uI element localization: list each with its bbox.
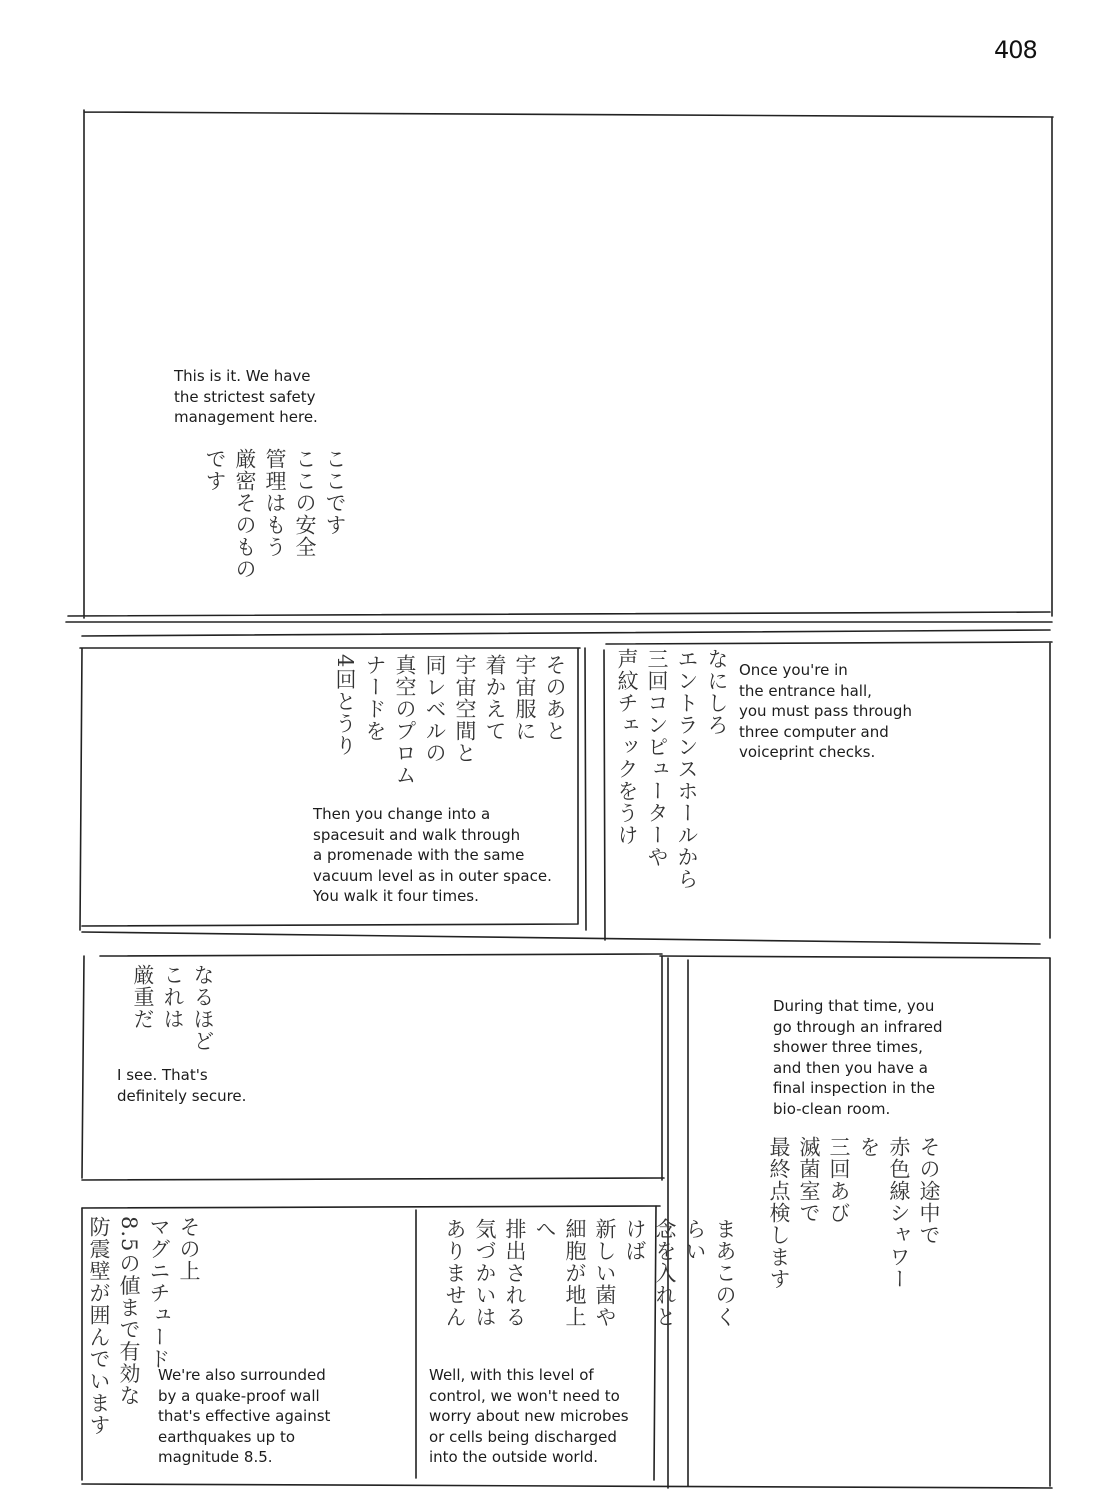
panel-6-caption: We're also surrounded by a quake-proof wall that's effective against earthquakes up to magnitude 8.5. — [158, 1366, 331, 1466]
tier-separator-1 — [66, 622, 1052, 636]
panel-1-caption: This is it. We have the strictest safety management here. — [174, 367, 318, 426]
panel-5-japanese-text: その途中で 赤色線シャワーを 三回あび 滅菌室で 最終点検します — [767, 1136, 941, 1290]
panel-1-japanese-text: ここです ここの安全 管理はもう 厳密そのもの です — [203, 448, 347, 580]
tier-separator-2 — [82, 932, 1050, 958]
page-number: 408 — [994, 36, 1037, 64]
panel-3-caption: Then you change into a spacesuit and walk through a promenade with the same vacuum level as in outer space. You walk it four times. — [313, 805, 552, 905]
panel-3-japanese-text: そのあと 宇宙服に 着かえて 宇宙空間と 同レベルの 真空のプロム ナードを 4回とうり — [333, 654, 567, 786]
panel-4-caption: I see. That's definitely secure. — [117, 1066, 247, 1105]
panel-6-japanese-text: その上 マグニチュード 8.5の値まで有効な 防震壁が囲んでいます — [87, 1216, 201, 1436]
tier-separator-3 — [82, 1178, 664, 1208]
panel-4-japanese-text: なるほど これは 厳重だ — [131, 964, 215, 1052]
panel-2-japanese-text: なにしろ エントランスホールから 三回コンピューターや 声紋チェックをうけ — [615, 648, 729, 890]
panel-2-caption: Once you're in the entrance hall, you must pass through three computer and voiceprint checks. — [739, 661, 912, 761]
panel-7-caption: Well, with this level of control, we won't need to worry about new microbes or cells being discharged into the outside world. — [429, 1366, 629, 1466]
panel-7-japanese-text: まあこのくらい 念を入れとけば 新しい菌や 細胞が地上へ 排出される 気づかいは ありません — [443, 1218, 737, 1328]
panel-5-caption: During that time, you go through an infrared shower three times, and then you have a final inspection in the bio-clean room. — [773, 997, 943, 1118]
